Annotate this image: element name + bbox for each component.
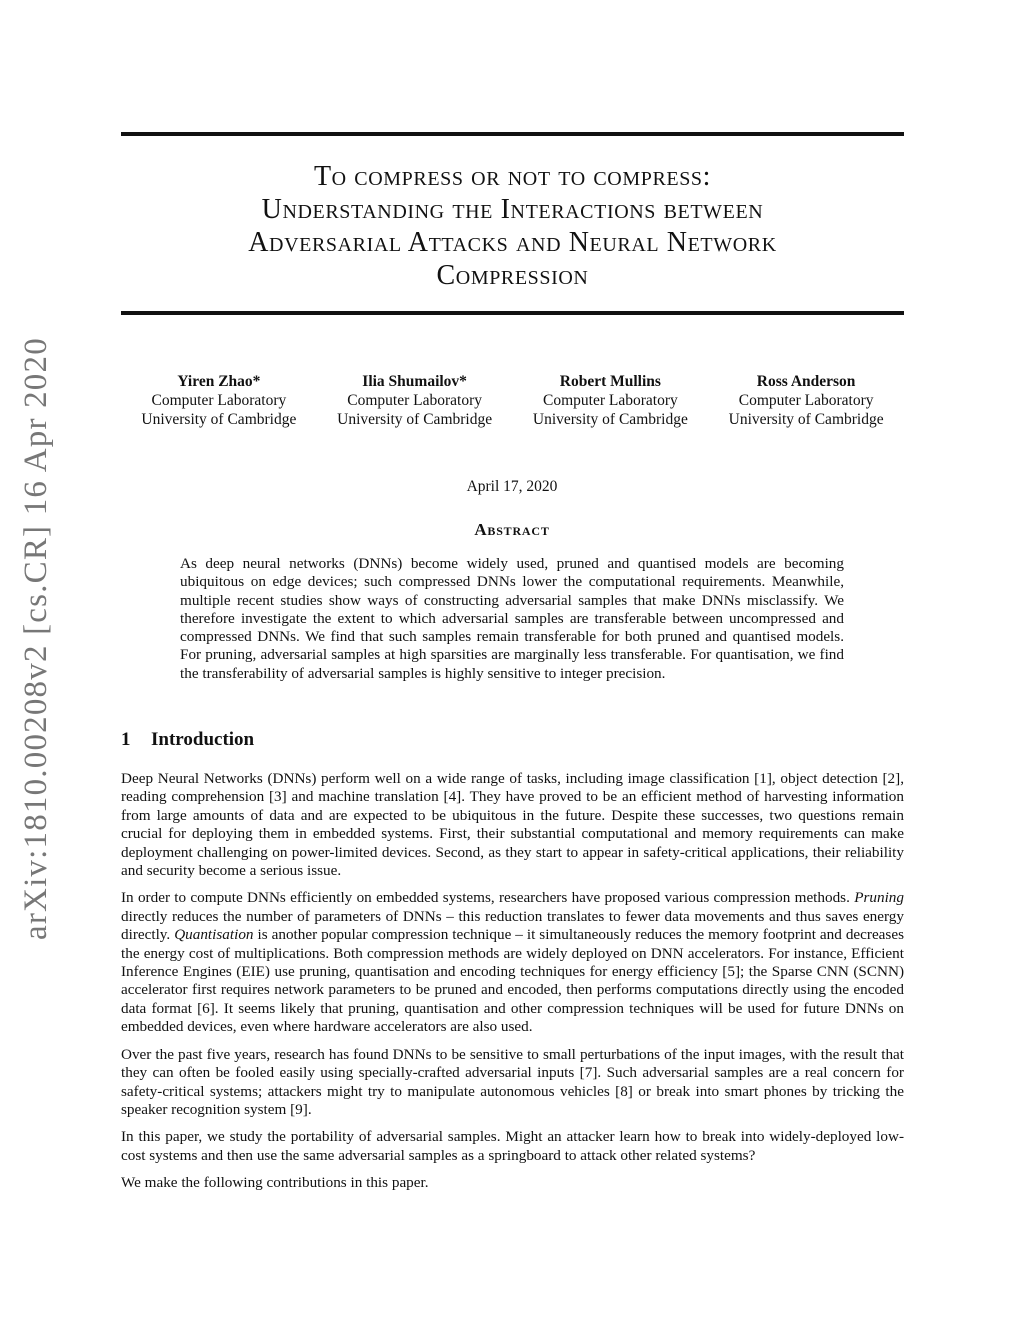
- section-body: [121, 770, 904, 1202]
- section-heading: [121, 729, 254, 751]
- title-rule-bottom: [121, 311, 904, 315]
- author-block: [141, 372, 296, 429]
- section-title: Introduction: [151, 729, 255, 750]
- paragraph: Deep Neural Networks (DNNs) perform well on a wide range of tasks, including image classification [1], object detection [2], reading comprehension [3] and machine translation [4]. They have proved to be an efficient method of harvesting information from large amounts of data and are expected to be ubiquitous in the future. Despite these successes, two questions remain crucial for deploying them in embedded systems. First, their substantial computational and memory requirements can make deployment challenging on power-limited devices. Second, as they start to appear in safety-critical applications, their reliability and security become a serious issue.: [121, 770, 904, 880]
- title-line-2: Understanding the Interactions between: [261, 194, 764, 225]
- author-block: [337, 372, 492, 429]
- author-list: [121, 372, 904, 429]
- arxiv-identifier: arXiv:1810.00208v2 [cs.CR] 16 Apr 2020: [18, 337, 54, 940]
- author-affiliation: University of Cambridge: [728, 411, 884, 428]
- author-dept: Computer Laboratory: [543, 392, 678, 409]
- paragraph: Over the past five years, research has found DNNs to be sensitive to small perturbations of the input images, with the result that they can often be fooled easily using specially-crafted adversarial inputs [7]. Such adversarial samples are a real concern for safety-critical systems; attackers might try to manipulate autonomous vehicles [8] or break into smart phones by tricking the speaker recognition system [9].: [121, 1045, 904, 1118]
- author-name: Yiren Zhao*: [177, 373, 261, 390]
- paragraph-text: is another popular compression technique – it simultaneously reduces the memory footprint and decreases the energy cost of multiplications. Both compression methods are widely deployed on DNN accelerators. For instance, Efficient Inference Engines (EIE) use pruning, quantisation and encoding techniques for energy efficiency [5]; the Sparse CNN (SCNN) accelerator first requires network parameters to be pruned and encoded, then performs computations directly using the encoded data format [6]. It seems likely that pruning, quantisation and other compression techniques will be used for future DNNs on embedded devices, even where hardware accelerators are also used.: [121, 926, 904, 1036]
- author-name: Ilia Shumailov*: [362, 373, 467, 390]
- author-block: [533, 372, 688, 429]
- section-number: 1: [121, 729, 131, 750]
- emphasis-term: Pruning: [854, 889, 904, 907]
- author-affiliation: University of Cambridge: [337, 411, 493, 428]
- author-affiliation: University of Cambridge: [141, 411, 297, 428]
- title-line-1: To compress or not to compress:: [313, 161, 712, 192]
- paragraph-text: directly reduces the number of parameters of DNNs – this reduction translates to fewer data movements and thus saves energy directly.: [121, 907, 904, 944]
- abstract-text: As deep neural networks (DNNs) become widely used, pruned and quantised models are becoming ubiquitous on edge devices; such compressed DNNs lower the computational requirements. Meanwhile, multiple recent studies show ways of constructing adversarial samples that make DNNs misclassify. We therefore investigate the extent to which adversarial samples are transferable between uncompressed and compressed DNNs. We find that such samples remain transferable for both pruned and quantised models. For pruning, adversarial samples at high sparsities are marginally less transferable. For quantisation, we find the transferability of adversarial samples is highly sensitive to integer precision.: [180, 555, 844, 682]
- author-name: Ross Anderson: [756, 373, 856, 390]
- paragraph: [121, 889, 904, 1036]
- author-dept: Computer Laboratory: [738, 392, 874, 409]
- paper-title: [121, 160, 904, 292]
- title-line-3: Adversarial Attacks and Neural Network: [248, 227, 777, 258]
- publication-date: April 17, 2020: [466, 478, 558, 495]
- paragraph: In this paper, we study the portability of adversarial samples. Might an attacker learn how to break into widely-deployed low-cost systems and then use the same adversarial samples as a springboard to attack other related systems?: [121, 1128, 904, 1164]
- paragraph: We make the following contributions in this paper.: [121, 1174, 429, 1192]
- abstract-heading: Abstract: [474, 520, 550, 539]
- author-dept: Computer Laboratory: [151, 392, 287, 409]
- title-line-4: Compression: [436, 260, 589, 291]
- title-rule-top: [121, 132, 904, 136]
- paragraph-text: In order to compute DNNs efficiently on embedded systems, researchers have proposed various compression methods.: [121, 889, 855, 907]
- author-name: Robert Mullins: [559, 373, 661, 390]
- emphasis-term: Quantisation: [174, 926, 254, 944]
- author-block: [729, 372, 884, 429]
- author-dept: Computer Laboratory: [347, 392, 482, 409]
- author-affiliation: University of Cambridge: [532, 411, 688, 428]
